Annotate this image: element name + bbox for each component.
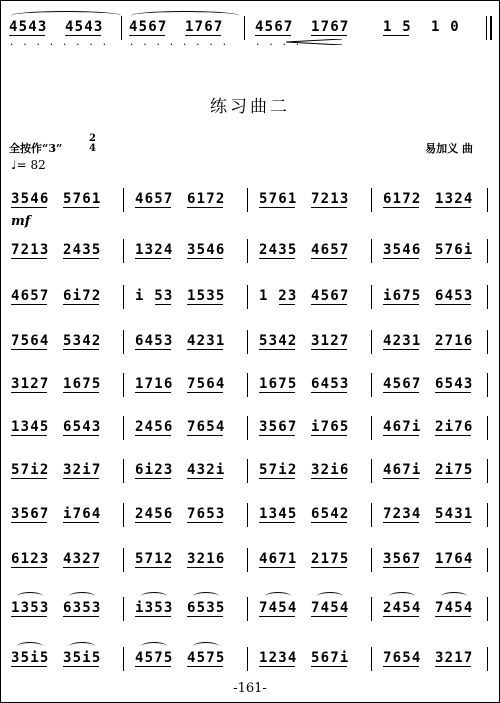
barline <box>371 285 372 309</box>
beam <box>435 666 471 667</box>
beam <box>435 567 471 568</box>
note-group: 1353 <box>11 600 50 616</box>
note-group: 432i <box>187 462 226 478</box>
low-octave-dots: . . . . . . . . <box>9 38 109 48</box>
barline <box>244 16 245 40</box>
note-group: 2456 <box>135 506 174 522</box>
barline <box>371 373 372 397</box>
note-group: 7564 <box>187 376 226 392</box>
barline <box>123 188 124 212</box>
barline <box>371 647 372 671</box>
note-group: 5712 <box>135 551 174 567</box>
barline <box>371 188 372 212</box>
system-row <box>1 417 499 443</box>
beam <box>11 522 47 523</box>
note-group: 2435 <box>63 242 102 258</box>
barline <box>247 239 248 263</box>
barline <box>487 647 488 671</box>
note-group: 6453 <box>435 288 474 304</box>
note-group: 7454 <box>311 600 350 616</box>
beam <box>311 35 347 36</box>
note-group: 1234 <box>259 650 298 666</box>
barline <box>123 416 124 440</box>
note-group: 2716 <box>435 333 474 349</box>
beam <box>383 258 419 259</box>
barline <box>123 647 124 671</box>
barline <box>247 597 248 621</box>
note-group: i675 <box>383 288 422 304</box>
beam <box>259 478 295 479</box>
note-group: 5342 <box>63 333 102 349</box>
dynamic-marking: mf <box>11 214 31 229</box>
note-group: 1767 <box>311 19 350 35</box>
beam <box>435 435 471 436</box>
beam <box>383 478 419 479</box>
beam <box>135 258 171 259</box>
beam <box>259 207 295 208</box>
barline <box>123 373 124 397</box>
beam <box>63 207 99 208</box>
beam <box>11 392 47 393</box>
note-group: 6353 <box>63 600 102 616</box>
beam <box>279 304 295 305</box>
note-group: 6543 <box>63 419 102 435</box>
tempo-marking: ♩= 82 <box>11 158 46 172</box>
decrescendo-hairpin <box>286 39 342 45</box>
system-row <box>1 374 499 400</box>
note-group: 4327 <box>63 551 102 567</box>
system-row <box>1 189 499 215</box>
note-group: 1324 <box>135 242 174 258</box>
note-group: 3546 <box>187 242 226 258</box>
beam <box>311 435 347 436</box>
note-group: 4231 <box>383 333 422 349</box>
note-group: 4543 <box>9 19 48 35</box>
beam <box>311 304 347 305</box>
beam <box>259 666 295 667</box>
barline <box>371 459 372 483</box>
barline <box>487 330 488 354</box>
barline <box>123 597 124 621</box>
time-signature <box>89 134 96 154</box>
barline <box>371 239 372 263</box>
beam <box>63 666 99 667</box>
barline <box>487 503 488 527</box>
barline <box>247 188 248 212</box>
barline <box>123 285 124 309</box>
beam <box>259 567 295 568</box>
beam <box>63 616 99 617</box>
system-row <box>1 648 499 674</box>
barline <box>487 459 488 483</box>
barline <box>371 330 372 354</box>
note-group: 6172 <box>383 191 422 207</box>
beam <box>11 666 47 667</box>
time-signature-bottom: 4 <box>89 143 96 154</box>
barline <box>247 416 248 440</box>
beam <box>135 435 171 436</box>
note-group: 1345 <box>259 506 298 522</box>
beam <box>187 522 223 523</box>
barline <box>121 16 122 40</box>
system-row <box>1 286 499 312</box>
beam <box>311 258 347 259</box>
barline <box>487 285 488 309</box>
note-group: 7213 <box>11 242 50 258</box>
note-group: 35i5 <box>11 650 50 666</box>
beam <box>129 35 165 36</box>
beam <box>435 258 471 259</box>
beam <box>435 392 471 393</box>
beam <box>63 435 99 436</box>
note-group: 2175 <box>311 551 350 567</box>
note-group: 32i6 <box>311 462 350 478</box>
note-group: 4567 <box>311 288 350 304</box>
barline <box>487 239 488 263</box>
beam <box>259 349 295 350</box>
note-group: 5431 <box>435 506 474 522</box>
note-group: 467i <box>383 462 422 478</box>
note-group: i765 <box>311 419 350 435</box>
note-group: 32i7 <box>63 462 102 478</box>
note-group: 1 23 <box>259 288 298 304</box>
beam <box>63 478 99 479</box>
note-group: 3567 <box>383 551 422 567</box>
low-octave-dots: . . . . . . . . <box>129 38 229 48</box>
beam <box>185 35 221 36</box>
beam <box>11 304 47 305</box>
note-group: 5761 <box>63 191 102 207</box>
beam <box>135 666 171 667</box>
piece-title: 练习曲二 <box>210 97 290 117</box>
beam <box>187 435 223 436</box>
beam <box>135 392 171 393</box>
beam <box>63 258 99 259</box>
note-group: 7454 <box>259 600 298 616</box>
barline <box>247 548 248 572</box>
beam <box>187 666 223 667</box>
beam <box>11 207 47 208</box>
note-group: 7213 <box>311 191 350 207</box>
beam <box>187 258 223 259</box>
note-group: 4567 <box>383 376 422 392</box>
barline <box>247 503 248 527</box>
beam <box>187 207 223 208</box>
beam <box>435 522 471 523</box>
time-signature-top: 2 <box>89 133 96 144</box>
beam <box>187 304 223 305</box>
beam <box>11 349 47 350</box>
barline <box>487 597 488 621</box>
beam <box>63 392 99 393</box>
note-group: 6535 <box>187 600 226 616</box>
note-group: 2i76 <box>435 419 474 435</box>
system-row <box>1 17 499 48</box>
barline <box>487 416 488 440</box>
barline <box>247 373 248 397</box>
note-group: 6453 <box>311 376 350 392</box>
note-group: 1 0 <box>431 19 460 35</box>
fingering-setting: 全按作“3” <box>9 142 63 155</box>
note-group: i 53 <box>135 288 174 304</box>
note-group: 1 5 <box>383 19 412 35</box>
barline <box>371 503 372 527</box>
note-group: 3546 <box>11 191 50 207</box>
beam <box>11 478 47 479</box>
note-group: 3567 <box>259 419 298 435</box>
beam <box>187 392 223 393</box>
note-group: 7234 <box>383 506 422 522</box>
beam <box>63 349 99 350</box>
note-group: 3216 <box>187 551 226 567</box>
beam <box>155 304 171 305</box>
note-group: 7653 <box>187 506 226 522</box>
beam <box>135 478 171 479</box>
barline <box>123 459 124 483</box>
beam <box>311 207 347 208</box>
note-group: 6172 <box>187 191 226 207</box>
note-group: 1675 <box>259 376 298 392</box>
beam <box>259 392 295 393</box>
note-group: 5342 <box>259 333 298 349</box>
beam <box>187 349 223 350</box>
system-row <box>1 504 499 530</box>
note-group: 4575 <box>187 650 226 666</box>
note-group: 4671 <box>259 551 298 567</box>
note-group: 4657 <box>311 242 350 258</box>
beam <box>259 522 295 523</box>
beam <box>383 522 419 523</box>
beam <box>435 349 471 350</box>
beam <box>187 616 223 617</box>
beam <box>383 304 419 305</box>
barline <box>123 239 124 263</box>
system-row <box>1 598 499 624</box>
beam <box>9 35 45 36</box>
note-group: 6453 <box>135 333 174 349</box>
note-group: i764 <box>63 506 102 522</box>
note-group: 2i75 <box>435 462 474 478</box>
note-group: 1675 <box>63 376 102 392</box>
barline <box>247 647 248 671</box>
barline <box>123 503 124 527</box>
beam <box>11 567 47 568</box>
beam <box>259 435 295 436</box>
note-group: 3217 <box>435 650 474 666</box>
beam <box>311 666 347 667</box>
beam <box>11 258 47 259</box>
barline <box>247 330 248 354</box>
note-group: 1767 <box>185 19 224 35</box>
beam <box>311 478 347 479</box>
barline <box>487 373 488 397</box>
system-row <box>1 460 499 486</box>
beam <box>435 304 471 305</box>
note-group: 567i <box>311 650 350 666</box>
note-group: 57i2 <box>259 462 298 478</box>
beam <box>187 478 223 479</box>
barline <box>247 285 248 309</box>
beam <box>383 392 419 393</box>
beam <box>65 35 101 36</box>
note-group: 57i2 <box>11 462 50 478</box>
note-group: 35i5 <box>63 650 102 666</box>
note-group: 4575 <box>135 650 174 666</box>
note-group: 467i <box>383 419 422 435</box>
beam <box>383 349 419 350</box>
page-number: -161- <box>233 681 267 696</box>
beam <box>135 567 171 568</box>
end-barline <box>486 16 492 40</box>
note-group: 7654 <box>187 419 226 435</box>
note-group: 4657 <box>11 288 50 304</box>
note-group: 1324 <box>435 191 474 207</box>
beam <box>259 258 295 259</box>
note-group: 1716 <box>135 376 174 392</box>
note-group: 4657 <box>135 191 174 207</box>
system-row <box>1 240 499 266</box>
beam <box>383 666 419 667</box>
beam <box>383 567 419 568</box>
beam <box>63 304 99 305</box>
note-group: 1535 <box>187 288 226 304</box>
note-group: 7654 <box>383 650 422 666</box>
note-group: 3127 <box>11 376 50 392</box>
note-group: 6543 <box>435 376 474 392</box>
beam <box>135 207 171 208</box>
barline <box>487 188 488 212</box>
beam <box>259 616 295 617</box>
note-group: 4567 <box>255 19 294 35</box>
beam <box>383 207 419 208</box>
note-group: 576i <box>435 242 474 258</box>
note-group: 2454 <box>383 600 422 616</box>
note-group: 1764 <box>435 551 474 567</box>
note-group: 4543 <box>65 19 104 35</box>
beam <box>311 616 347 617</box>
barline <box>371 597 372 621</box>
beam <box>63 522 99 523</box>
beam <box>383 435 419 436</box>
beam <box>311 349 347 350</box>
note-group: 2456 <box>135 419 174 435</box>
beam <box>63 567 99 568</box>
system-row <box>1 331 499 357</box>
beam <box>135 522 171 523</box>
note-group: 6i72 <box>63 288 102 304</box>
note-group: 7564 <box>11 333 50 349</box>
barline <box>123 548 124 572</box>
beam <box>135 616 171 617</box>
note-group: 4231 <box>187 333 226 349</box>
beam <box>11 435 47 436</box>
beam <box>11 616 47 617</box>
beam <box>135 349 171 350</box>
barline <box>123 330 124 354</box>
barline <box>371 548 372 572</box>
note-group: 3546 <box>383 242 422 258</box>
note-group: i353 <box>135 600 174 616</box>
note-group: 6123 <box>11 551 50 567</box>
beam <box>435 478 471 479</box>
beam <box>311 567 347 568</box>
barline <box>487 548 488 572</box>
beam <box>311 392 347 393</box>
beam <box>311 522 347 523</box>
note-group: 5761 <box>259 191 298 207</box>
composer-credit: 易加义 曲 <box>425 142 473 155</box>
barline <box>247 459 248 483</box>
barline <box>371 416 372 440</box>
note-group: 1345 <box>11 419 50 435</box>
beam <box>383 35 409 36</box>
note-group: 7454 <box>435 600 474 616</box>
beam <box>255 35 291 36</box>
low-octave-dots: . . . . <box>255 38 302 48</box>
beam <box>435 207 471 208</box>
note-group: 4567 <box>129 19 168 35</box>
note-group: 3567 <box>11 506 50 522</box>
note-group: 3127 <box>311 333 350 349</box>
note-group: 6i23 <box>135 462 174 478</box>
beam <box>187 567 223 568</box>
system-row <box>1 549 499 575</box>
note-group: 2435 <box>259 242 298 258</box>
beam <box>383 616 419 617</box>
beam <box>435 616 471 617</box>
note-group: 6542 <box>311 506 350 522</box>
